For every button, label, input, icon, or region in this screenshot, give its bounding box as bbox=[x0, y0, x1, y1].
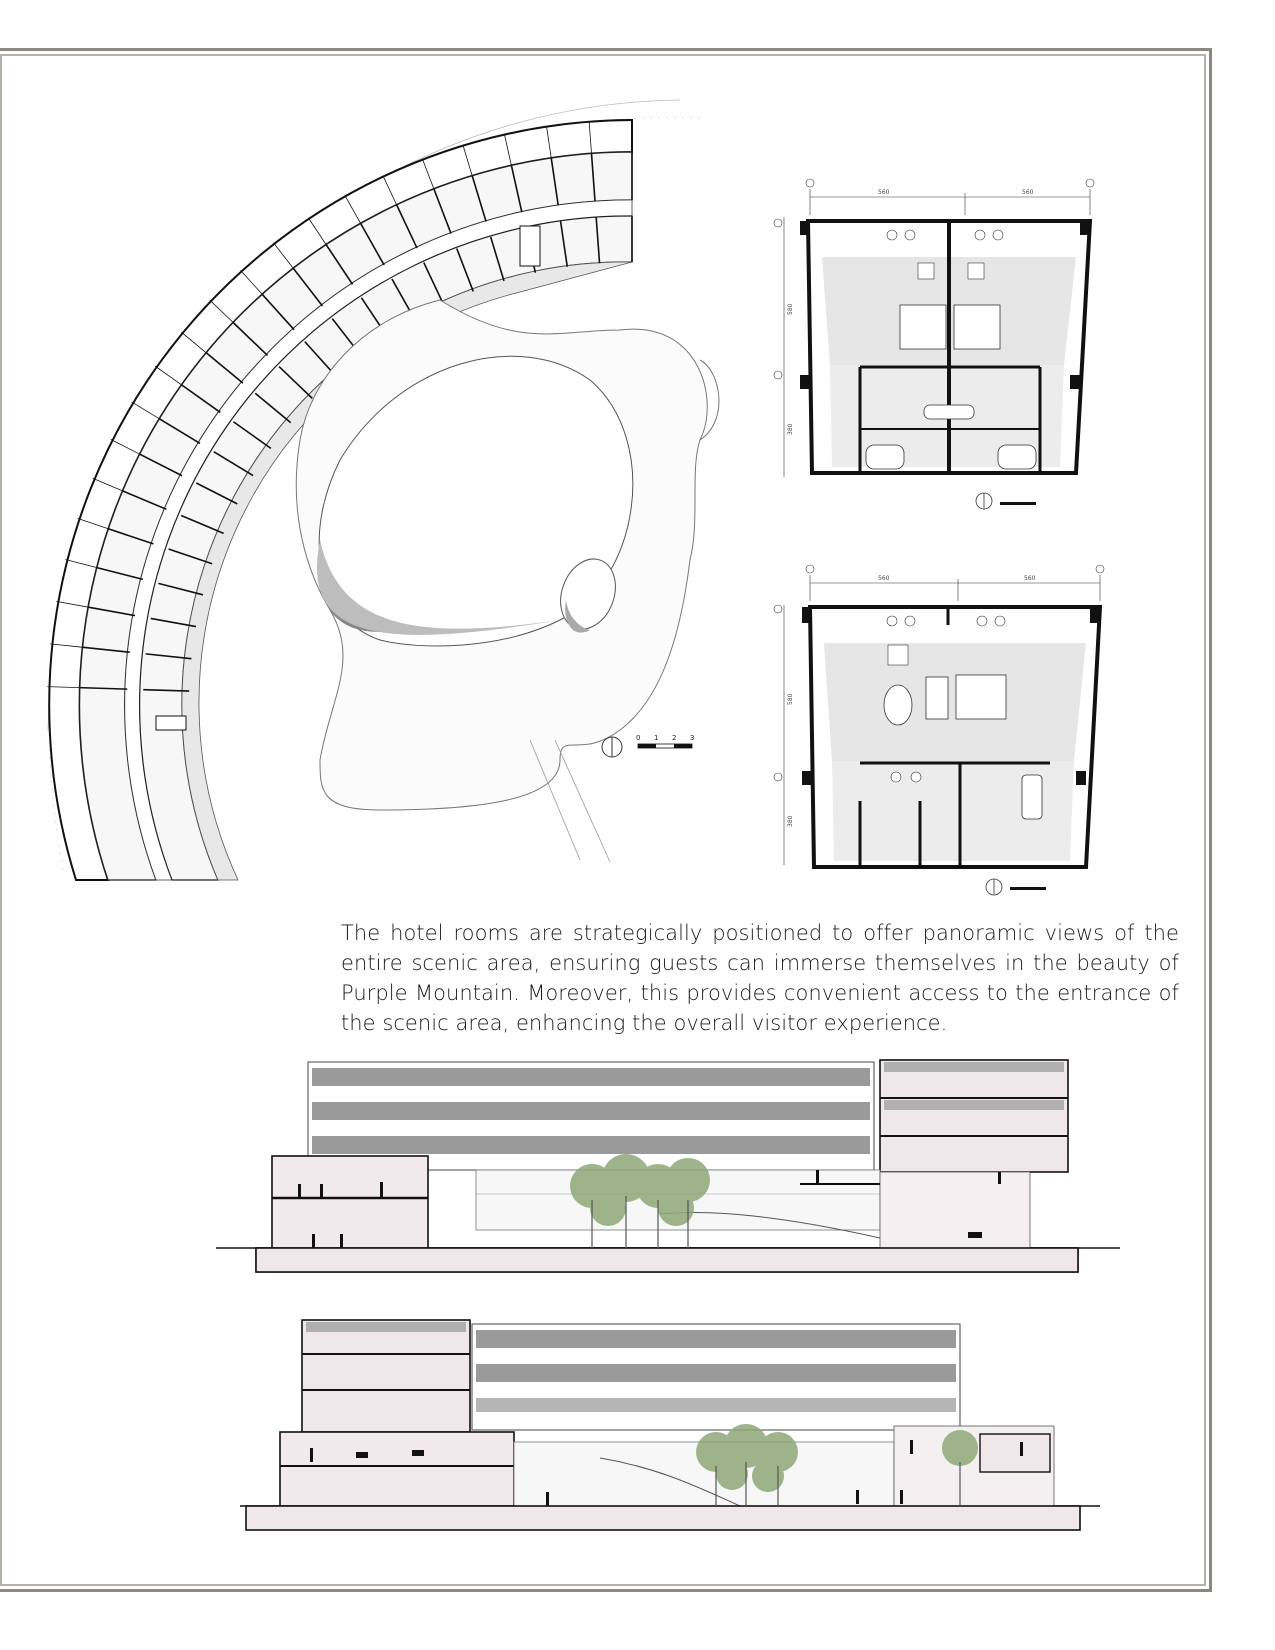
dim-side-upper: 580 bbox=[787, 693, 794, 705]
scale-tick-0: 0 bbox=[636, 734, 641, 742]
scale-tick-3: 3 bbox=[690, 734, 695, 742]
dim-side-lower: 380 bbox=[787, 423, 794, 435]
dim-side-lower: 380 bbox=[787, 815, 794, 827]
dim-top-left: 560 bbox=[878, 575, 890, 582]
scale-bar-plan bbox=[636, 734, 694, 748]
room-plan-suite bbox=[760, 565, 1120, 905]
scale-tick-1: 1 bbox=[654, 734, 659, 742]
dim-top-left: 560 bbox=[878, 189, 890, 196]
scale-tick-2: 2 bbox=[672, 734, 677, 742]
building-section-1 bbox=[180, 1060, 1160, 1290]
dim-side-upper: 580 bbox=[787, 303, 794, 315]
dim-top-right: 560 bbox=[1022, 189, 1034, 196]
building-section-2 bbox=[180, 1318, 1160, 1548]
dim-top-right: 560 bbox=[1024, 575, 1036, 582]
description-text: The hotel rooms are strategically positioned to offer panoramic views of the entire scenic area, ensuring guests can immerse themselves in the beauty of Purple Mountain. Moreover, this provides convenient access to the entrance of the scenic area, enhancing the overall visitor experience. bbox=[341, 921, 1179, 1035]
room-plan-twin bbox=[760, 175, 1120, 515]
